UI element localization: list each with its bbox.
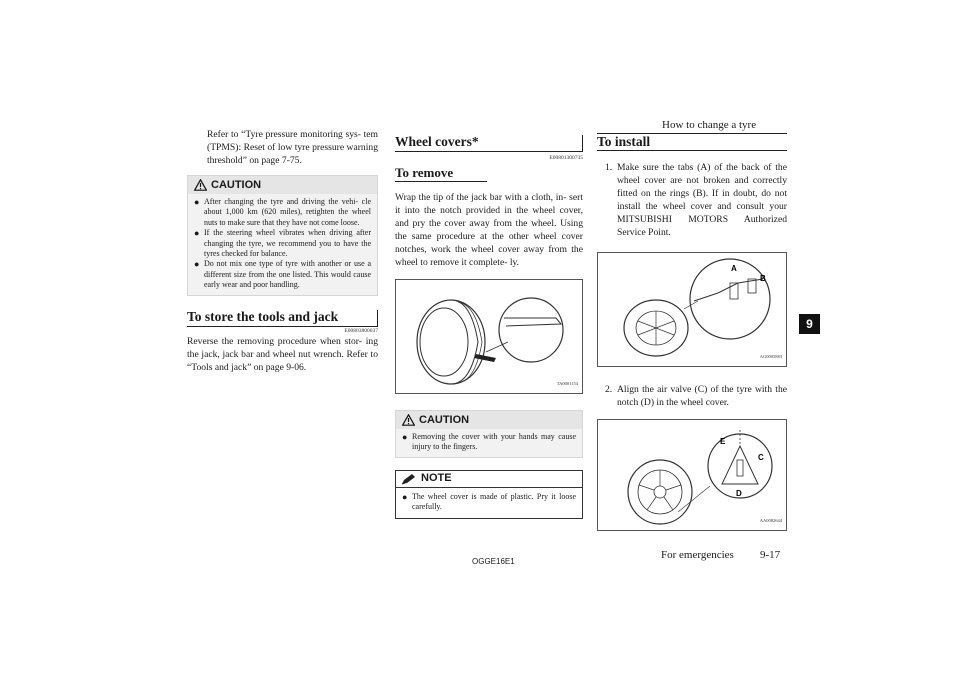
note-box <box>395 470 583 519</box>
figure-label: C <box>758 453 764 462</box>
bullet-icon: ● <box>402 491 408 502</box>
caution-item: ● After changing the tyre and driving the vehi- cle about 1,000 km (620 miles), retighten the wheel nuts to make sure that they have not come loose. <box>194 197 371 227</box>
figure-install-tabs <box>597 252 787 367</box>
figure-code: TA0001154 <box>556 381 578 386</box>
caution-label: CAUTION <box>211 178 262 191</box>
figure-remove-cover <box>395 279 583 394</box>
note-body <box>396 488 582 518</box>
footer-page-number: 9-17 <box>760 549 781 561</box>
bullet-icon: ● <box>194 259 200 270</box>
footer-code: OGGE16E1 <box>472 557 515 566</box>
figure-install-valve <box>597 419 787 531</box>
warning-triangle-icon <box>402 414 415 426</box>
caution-header <box>188 176 377 194</box>
wheel-cover-tabs-illustration <box>598 253 786 366</box>
page-header-title: How to change a tyre <box>662 119 757 131</box>
section-code: E00803800037 <box>344 327 378 334</box>
figure-code: AG0005883 <box>759 354 782 359</box>
section-title-store-tools: To store the tools and jack <box>187 310 378 327</box>
figure-label: B <box>760 274 766 283</box>
section-code: E00801300735 <box>549 155 583 161</box>
chapter-tab: 9 <box>799 314 820 334</box>
wheel-cover-removal-illustration <box>396 280 582 393</box>
caution-body <box>188 194 377 295</box>
note-header <box>396 471 582 488</box>
footer-section-name: For emergencies <box>661 549 734 561</box>
column-left <box>187 128 378 374</box>
bullet-icon: ● <box>194 197 200 207</box>
step-2: 2. Align the air valve (C) of the tyre with the notch (D) in the wheel cover. <box>605 384 787 408</box>
caution-item: ● Do not mix one type of tyre with another or use a different size from the one listed. This would cause early wear and poor handling. <box>194 259 371 290</box>
step-1: 1. Make sure the tabs (A) of the back of the wheel cover are not broken and correctly fitted on the rings (B). If in doubt, do not install the wheel cover and consult your MITSUBISHI MOTORS Authorized Service Point. <box>605 162 787 238</box>
remove-text: Wrap the tip of the jack bar with a cloth, in- sert it into the notch provided in the wheel cover, and pry the cover away from the wheel. Using the same procedure at the other wheel cover notches, work the wheel cover away from the wheel to remove it complete- ly. <box>395 192 583 268</box>
section-title-wheel-covers: Wheel covers* <box>395 135 583 152</box>
caution-item: ● Removing the cover with your hands may cause injury to the fingers. <box>402 432 576 452</box>
note-item: ● The wheel cover is made of plastic. Pry it loose carefully. <box>402 491 576 512</box>
air-valve-alignment-illustration <box>598 420 786 530</box>
caution-label: CAUTION <box>419 413 470 426</box>
subtitle-to-install: To install <box>597 135 787 151</box>
caution-box-tyre <box>187 175 378 296</box>
column-middle <box>395 135 583 519</box>
figure-label: E <box>720 437 726 446</box>
figure-label: D <box>736 489 742 498</box>
note-label: NOTE <box>421 472 452 485</box>
store-tools-text: Reverse the removing procedure when stor- ing the jack, jack bar and wheel nut wrench. Refer to “Tools and jack” on page 9-06. <box>187 335 378 373</box>
bullet-icon: ● <box>194 228 200 239</box>
caution-header <box>396 411 582 429</box>
caution-item: ● If the steering wheel vibrates when driving after changing the tyre, we recommend you to have the tyres checked for balance. <box>194 228 371 259</box>
intro-text: Refer to “Tyre pressure monitoring sys- tem (TPMS): Reset of low tyre pressure warning threshold” on page 7-75. <box>207 129 378 166</box>
note-pencil-icon <box>401 473 417 485</box>
subtitle-to-remove: To remove <box>395 166 487 182</box>
column-right <box>597 135 787 531</box>
caution-box-cover <box>395 410 583 458</box>
warning-triangle-icon <box>194 179 207 191</box>
figure-label: A <box>731 264 737 273</box>
caution-body <box>396 429 582 457</box>
bullet-icon: ● <box>402 432 408 442</box>
figure-code: AA0082644 <box>759 518 782 523</box>
